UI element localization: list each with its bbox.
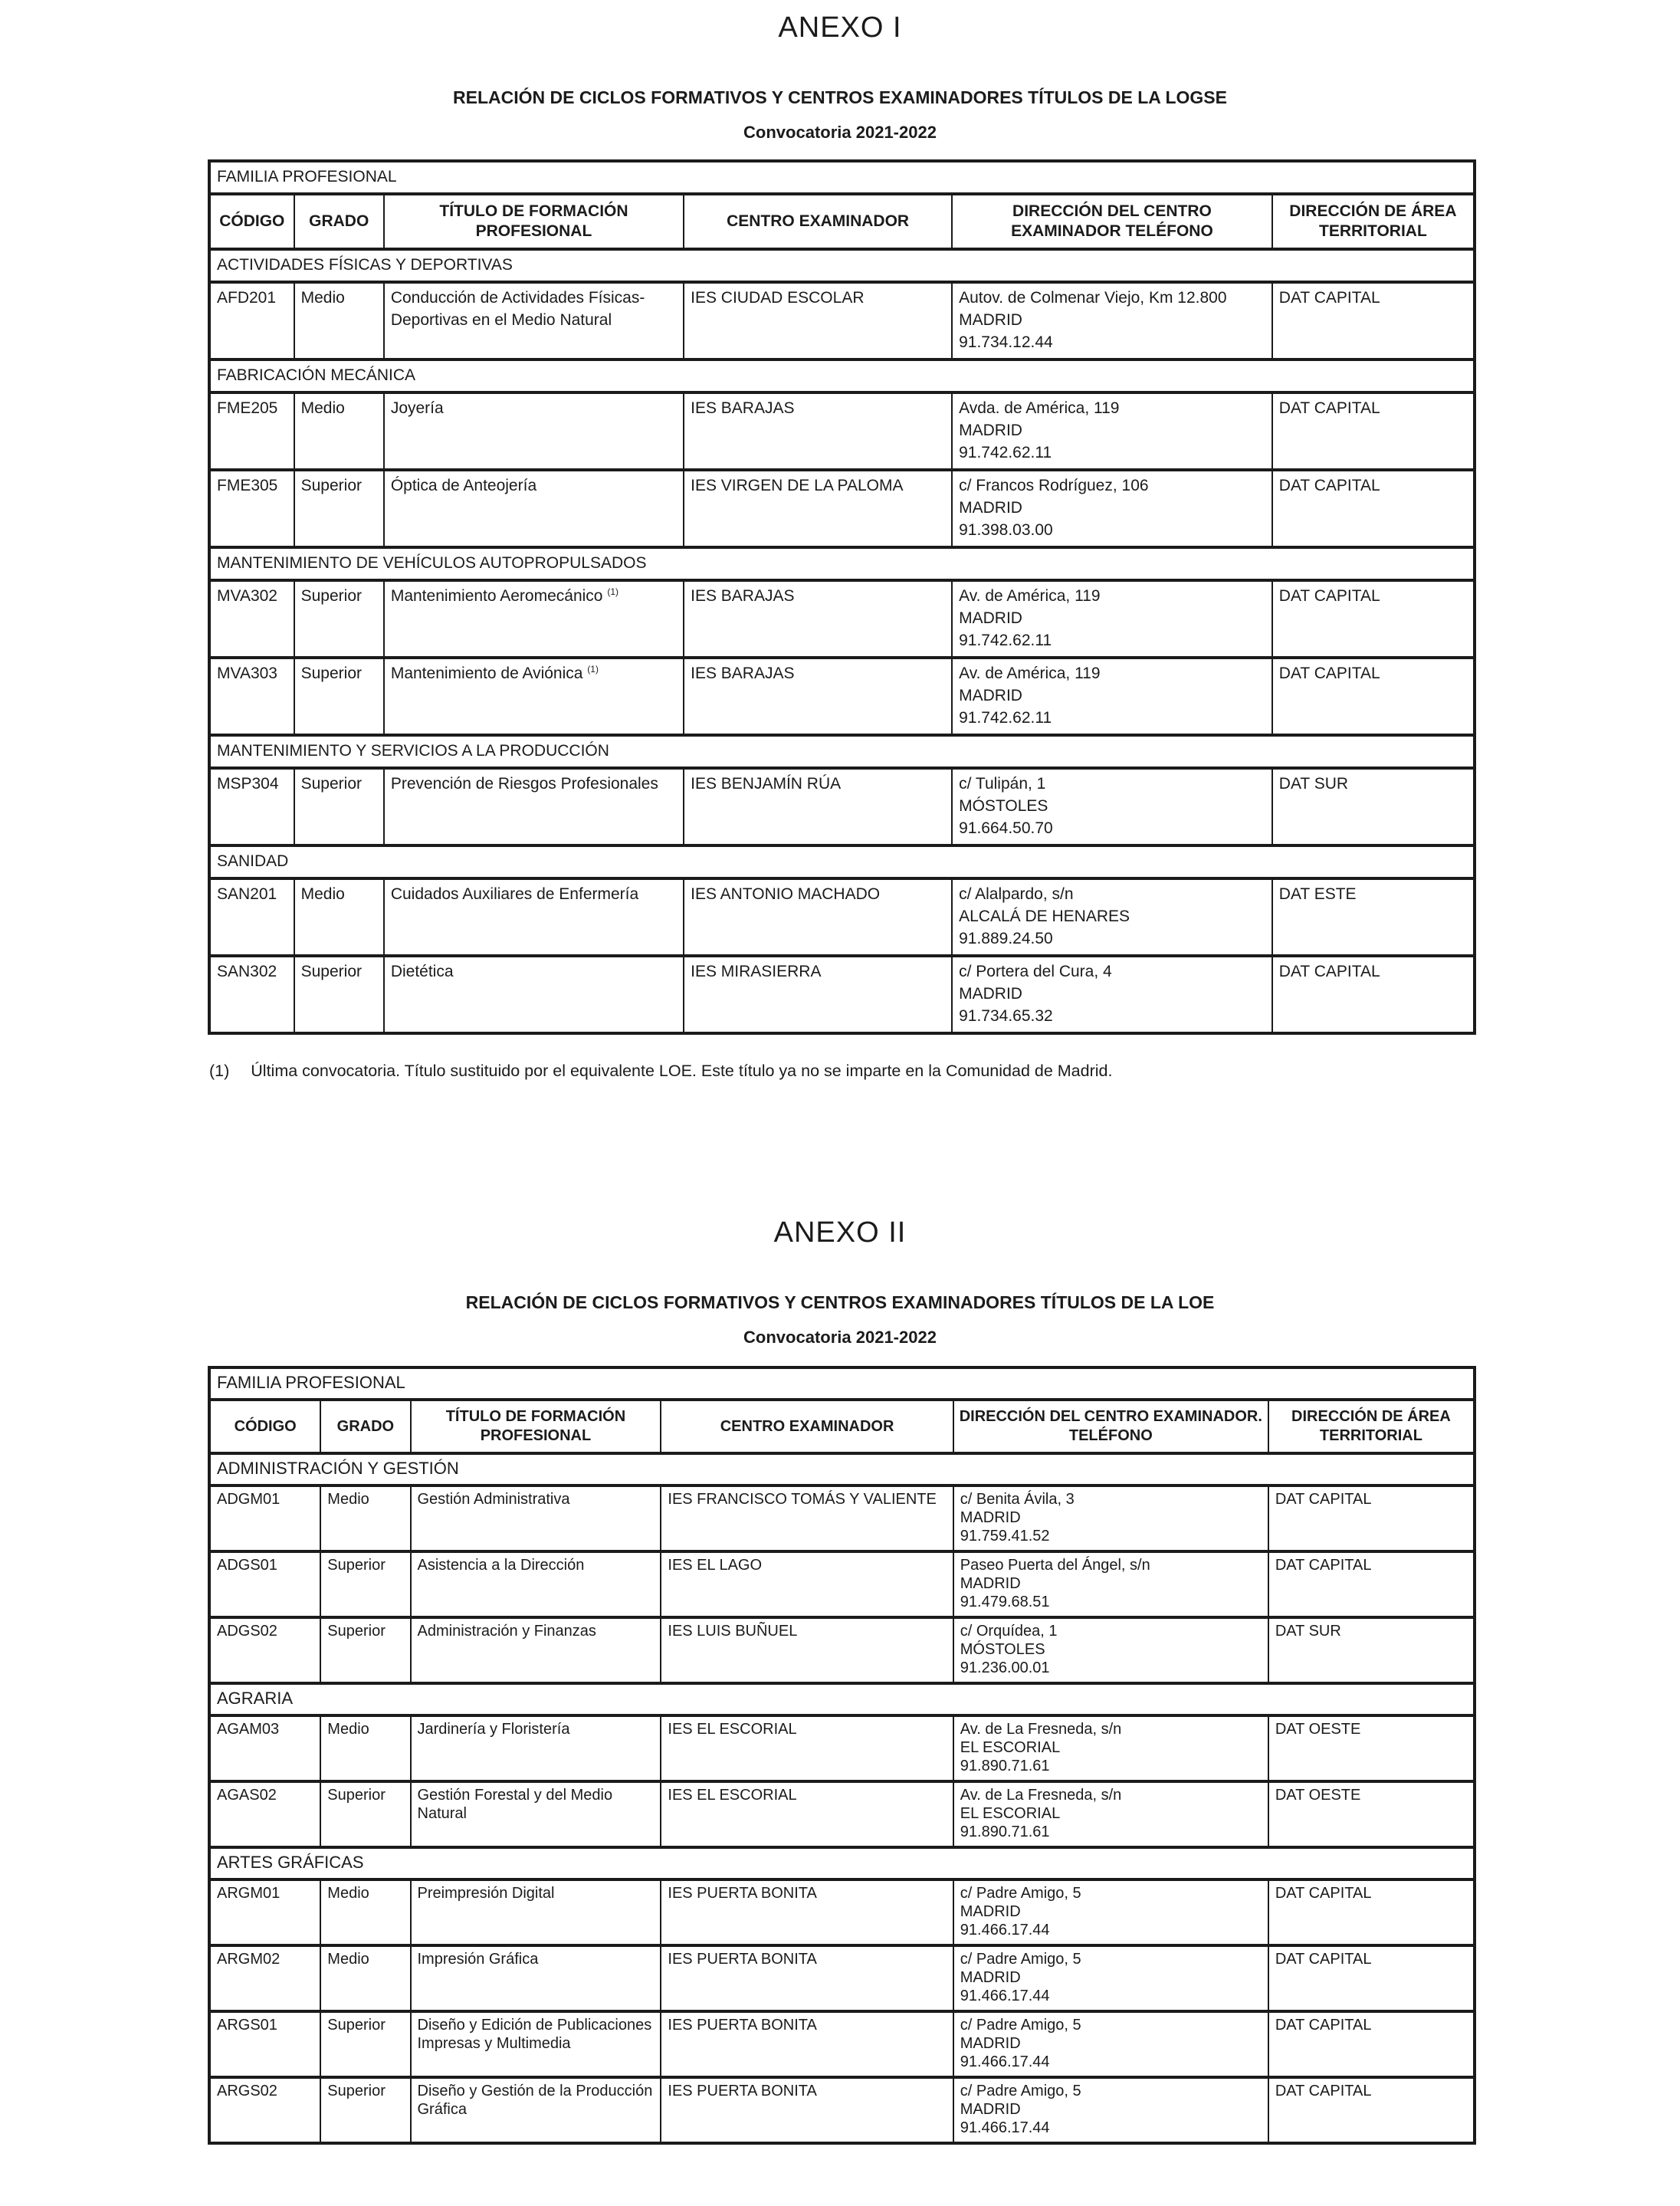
family-section-row (209, 1847, 1475, 1879)
cell-titulo: Diseño y Gestión de la Producción Gráfica (411, 2077, 661, 2143)
family-section-label: AGRARIA (209, 1683, 1475, 1715)
family-section-row (209, 845, 1475, 878)
cell-codigo: AFD201 (209, 282, 294, 359)
cell-area-territorial: DAT SUR (1268, 1617, 1475, 1683)
cell-area-territorial: DAT CAPITAL (1268, 1485, 1475, 1551)
cell-titulo: Óptica de Anteojería (384, 470, 684, 547)
cell-direccion (952, 658, 1272, 735)
cell-titulo: Gestión Forestal y del Medio Natural (411, 1781, 661, 1847)
cell-titulo: Impresión Gráfica (411, 1945, 661, 2011)
cell-codigo: ARGS01 (209, 2011, 320, 2077)
address-line: 91.889.24.50 (959, 930, 1053, 947)
table-row (209, 1715, 1475, 1781)
address-line: MADRID (959, 311, 1022, 329)
table-row (209, 392, 1475, 470)
cell-codigo: ADGS02 (209, 1617, 320, 1683)
cell-codigo: MVA302 (209, 580, 294, 658)
address-line: 91.759.41.52 (960, 1528, 1050, 1545)
anexo-i-convocatoria: Convocatoria 2021-2022 (743, 123, 937, 142)
address-line: MADRID (960, 1903, 1021, 1920)
family-section-label: ACTIVIDADES FÍSICAS Y DEPORTIVAS (209, 249, 1475, 282)
column-header: TÍTULO DE FORMACIÓN PROFESIONAL (384, 194, 684, 249)
anexo-ii-title: ANEXO II (773, 1216, 907, 1249)
cell-codigo: AGAS02 (209, 1781, 320, 1847)
cell-area-territorial: DAT CAPITAL (1272, 658, 1475, 735)
table-row (209, 282, 1475, 359)
address-line: EL ESCORIAL (960, 1805, 1061, 1822)
address-line: c/ Portera del Cura, 4 (959, 963, 1112, 980)
cell-centro-examinador: IES BARAJAS (684, 580, 952, 658)
cell-codigo: AGAM03 (209, 1715, 320, 1781)
address-line: MADRID (960, 1575, 1021, 1592)
cell-centro-examinador: IES PUERTA BONITA (661, 2011, 953, 2077)
address-line: MADRID (960, 1509, 1021, 1526)
address-line: 91.742.62.11 (959, 709, 1052, 727)
footnote-text: Última convocatoria. Título sustituido por el equivalente LOE. Este título ya no se imparte en la Comunidad de Madrid. (251, 1062, 1113, 1080)
cell-area-territorial: DAT CAPITAL (1268, 1551, 1475, 1617)
address-line: MÓSTOLES (960, 1641, 1045, 1658)
address-line: 91.890.71.61 (960, 1824, 1050, 1840)
cell-area-territorial: DAT CAPITAL (1268, 2011, 1475, 2077)
cell-direccion (952, 956, 1272, 1033)
cell-area-territorial: DAT CAPITAL (1268, 1879, 1475, 1945)
table-caption: FAMILIA PROFESIONAL (209, 161, 1475, 194)
cell-codigo: SAN302 (209, 956, 294, 1033)
table-row (209, 580, 1475, 658)
address-line: 91.398.03.00 (959, 521, 1053, 539)
address-line: Av. de La Fresneda, s/n (960, 1787, 1122, 1804)
cell-area-territorial: DAT CAPITAL (1272, 956, 1475, 1033)
column-header: CENTRO EXAMINADOR (684, 194, 952, 249)
cell-direccion (953, 1617, 1268, 1683)
address-line: c/ Alalpardo, s/n (959, 885, 1074, 903)
cell-centro-examinador: IES ANTONIO MACHADO (684, 878, 952, 956)
cell-area-territorial: DAT CAPITAL (1268, 2077, 1475, 2143)
address-line: MADRID (960, 2035, 1021, 2052)
cell-codigo: ADGM01 (209, 1485, 320, 1551)
cell-titulo: Gestión Administrativa (411, 1485, 661, 1551)
family-section-row (209, 1683, 1475, 1715)
table-row (209, 878, 1475, 956)
cell-direccion (952, 768, 1272, 845)
address-line: 91.466.17.44 (960, 2119, 1050, 2136)
address-line: Autov. de Colmenar Viejo, Km 12.800 (959, 289, 1227, 307)
cell-area-territorial: DAT CAPITAL (1272, 580, 1475, 658)
address-line: MÓSTOLES (959, 797, 1048, 815)
column-header: DIRECCIÓN DE ÁREA TERRITORIAL (1268, 1400, 1475, 1453)
cell-grado: Medio (294, 878, 384, 956)
cell-direccion (953, 1945, 1268, 2011)
cell-centro-examinador: IES EL LAGO (661, 1551, 953, 1617)
column-header: DIRECCIÓN DE ÁREA TERRITORIAL (1272, 194, 1475, 249)
table-row (209, 1781, 1475, 1847)
family-section-row (209, 249, 1475, 282)
cell-titulo: Conducción de Actividades Físicas-Deportivas en el Medio Natural (384, 282, 684, 359)
table-row (209, 1617, 1475, 1683)
anexo-ii-subtitle: RELACIÓN DE CICLOS FORMATIVOS Y CENTROS EXAMINADORES TÍTULOS DE LA LOE (465, 1292, 1215, 1312)
anexo-i-subtitle: RELACIÓN DE CICLOS FORMATIVOS Y CENTROS EXAMINADORES TÍTULOS DE LA LOGSE (453, 87, 1227, 107)
cell-grado: Superior (294, 658, 384, 735)
cell-grado: Superior (294, 956, 384, 1033)
cell-grado: Medio (294, 282, 384, 359)
table-row (209, 1485, 1475, 1551)
cell-codigo: FME305 (209, 470, 294, 547)
cell-centro-examinador: IES PUERTA BONITA (661, 1879, 953, 1945)
cell-codigo: MVA303 (209, 658, 294, 735)
cell-direccion (953, 1781, 1268, 1847)
anexo-i-section (0, 11, 1680, 1081)
cell-grado: Superior (294, 470, 384, 547)
cell-codigo: ADGS01 (209, 1551, 320, 1617)
cell-titulo: Asistencia a la Dirección (411, 1551, 661, 1617)
cell-direccion (953, 1715, 1268, 1781)
address-line: MADRID (960, 2101, 1021, 2118)
cell-centro-examinador: IES PUERTA BONITA (661, 1945, 953, 2011)
cell-codigo: MSP304 (209, 768, 294, 845)
cell-centro-examinador: IES MIRASIERRA (684, 956, 952, 1033)
cell-titulo: Preimpresión Digital (411, 1879, 661, 1945)
cell-area-territorial: DAT CAPITAL (1268, 1945, 1475, 2011)
address-line: 91.742.62.11 (959, 632, 1052, 649)
table-row (209, 658, 1475, 735)
cell-area-territorial: DAT CAPITAL (1272, 282, 1475, 359)
document-page (0, 11, 1680, 2145)
address-line: MADRID (959, 609, 1022, 627)
cell-area-territorial: DAT OESTE (1268, 1715, 1475, 1781)
table-caption-row (209, 1367, 1475, 1400)
cell-codigo: SAN201 (209, 878, 294, 956)
table-row (209, 1945, 1475, 2011)
table-row (209, 470, 1475, 547)
cell-centro-examinador: IES PUERTA BONITA (661, 2077, 953, 2143)
cell-grado: Medio (320, 1485, 410, 1551)
cell-titulo: Diseño y Edición de Publicaciones Impresas y Multimedia (411, 2011, 661, 2077)
family-section-row (209, 735, 1475, 768)
column-header: CÓDIGO (209, 1400, 320, 1453)
table-caption: FAMILIA PROFESIONAL (209, 1367, 1475, 1400)
cell-centro-examinador: IES EL ESCORIAL (661, 1715, 953, 1781)
address-line: MADRID (959, 687, 1022, 704)
address-line: MADRID (959, 985, 1022, 1003)
address-line: c/ Padre Amigo, 5 (960, 1951, 1081, 1968)
cell-direccion (952, 580, 1272, 658)
address-line: c/ Francos Rodríguez, 106 (959, 477, 1149, 494)
cell-direccion (952, 392, 1272, 470)
cell-titulo: Cuidados Auxiliares de Enfermería (384, 878, 684, 956)
family-section-row (209, 547, 1475, 580)
family-section-label: ADMINISTRACIÓN Y GESTIÓN (209, 1453, 1475, 1485)
address-line: 91.466.17.44 (960, 2053, 1050, 2070)
cell-direccion (953, 2077, 1268, 2143)
cell-grado: Medio (320, 1945, 410, 2011)
cell-area-territorial: DAT ESTE (1272, 878, 1475, 956)
table-row (209, 1551, 1475, 1617)
address-line: 91.466.17.44 (960, 1988, 1050, 2004)
cell-direccion (953, 1485, 1268, 1551)
cell-titulo: Jardinería y Floristería (411, 1715, 661, 1781)
family-section-label: ARTES GRÁFICAS (209, 1847, 1475, 1879)
cell-direccion (953, 1551, 1268, 1617)
cell-centro-examinador: IES BENJAMÍN RÚA (684, 768, 952, 845)
address-line: 91.664.50.70 (959, 819, 1053, 837)
cell-grado: Superior (320, 1781, 410, 1847)
address-line: Avda. de América, 119 (959, 399, 1120, 417)
cell-titulo: Joyería (384, 392, 684, 470)
cell-grado: Medio (320, 1879, 410, 1945)
anexo-i-table (208, 159, 1476, 1035)
footnote-marker: (1) (209, 1062, 230, 1080)
cell-grado: Superior (294, 580, 384, 658)
family-section-row (209, 359, 1475, 392)
column-header: DIRECCIÓN DEL CENTRO EXAMINADOR. TELÉFONO (953, 1400, 1268, 1453)
address-line: MADRID (959, 499, 1022, 517)
address-line: c/ Benita Ávila, 3 (960, 1491, 1075, 1508)
address-line: Av. de América, 119 (959, 587, 1101, 605)
address-line: 91.236.00.01 (960, 1659, 1050, 1676)
cell-titulo: Dietética (384, 956, 684, 1033)
cell-centro-examinador: IES CIUDAD ESCOLAR (684, 282, 952, 359)
cell-direccion (953, 2011, 1268, 2077)
address-line: MADRID (959, 422, 1022, 439)
address-line: c/ Tulipán, 1 (959, 775, 1046, 793)
cell-area-territorial: DAT OESTE (1268, 1781, 1475, 1847)
address-line: 91.742.62.11 (959, 444, 1052, 461)
address-line: MADRID (960, 1969, 1021, 1986)
address-line: Av. de La Fresneda, s/n (960, 1721, 1122, 1738)
cell-direccion (953, 1879, 1268, 1945)
cell-area-territorial: DAT CAPITAL (1272, 470, 1475, 547)
cell-titulo: Mantenimiento Aeromecánico $^{(1)}$ (384, 580, 684, 658)
address-line: Av. de América, 119 (959, 665, 1101, 682)
cell-titulo: Mantenimiento de Aviónica $^{(1)}$ (384, 658, 684, 735)
footnote-ref: (1) (587, 664, 599, 675)
table-row (209, 768, 1475, 845)
address-line: 91.890.71.61 (960, 1758, 1050, 1774)
cell-codigo: ARGM02 (209, 1945, 320, 2011)
family-section-label: MANTENIMIENTO DE VEHÍCULOS AUTOPROPULSADOS (209, 547, 1475, 580)
family-section-row (209, 1453, 1475, 1485)
cell-centro-examinador: IES EL ESCORIAL (661, 1781, 953, 1847)
address-line: c/ Orquídea, 1 (960, 1623, 1058, 1640)
anexo-i-title: ANEXO I (778, 11, 902, 44)
column-header: DIRECCIÓN DEL CENTRO EXAMINADOR TELÉFONO (952, 194, 1272, 249)
table-row (209, 2011, 1475, 2077)
address-line: Paseo Puerta del Ángel, s/n (960, 1557, 1150, 1574)
cell-grado: Superior (320, 2077, 410, 2143)
anexo-ii-convocatoria: Convocatoria 2021-2022 (743, 1328, 937, 1347)
cell-centro-examinador: IES VIRGEN DE LA PALOMA (684, 470, 952, 547)
family-section-label: FABRICACIÓN MECÁNICA (209, 359, 1475, 392)
address-line: 91.479.68.51 (960, 1594, 1050, 1610)
cell-grado: Superior (320, 2011, 410, 2077)
cell-centro-examinador: IES LUIS BUÑUEL (661, 1617, 953, 1683)
address-line: ALCALÁ DE HENARES (959, 908, 1130, 925)
column-header: GRADO (320, 1400, 410, 1453)
anexo-ii-section (0, 1216, 1680, 2145)
cell-grado: Superior (320, 1551, 410, 1617)
cell-area-territorial: DAT CAPITAL (1272, 392, 1475, 470)
footnote-ref: (1) (607, 586, 619, 597)
cell-grado: Superior (294, 768, 384, 845)
cell-grado: Medio (294, 392, 384, 470)
anexo-i-footnote (209, 1061, 1680, 1081)
address-line: c/ Padre Amigo, 5 (960, 1885, 1081, 1902)
family-section-label: SANIDAD (209, 845, 1475, 878)
cell-direccion (952, 282, 1272, 359)
address-line: 91.734.12.44 (959, 333, 1053, 351)
address-line: EL ESCORIAL (960, 1739, 1061, 1756)
column-header: CÓDIGO (209, 194, 294, 249)
address-line: 91.734.65.32 (959, 1007, 1053, 1025)
cell-titulo: Administración y Finanzas (411, 1617, 661, 1683)
cell-codigo: ARGS02 (209, 2077, 320, 2143)
table-caption-row (209, 161, 1475, 194)
cell-codigo: ARGM01 (209, 1879, 320, 1945)
anexo-ii-table (208, 1366, 1476, 2145)
column-header-row (209, 194, 1475, 249)
cell-area-territorial: DAT SUR (1272, 768, 1475, 845)
cell-codigo: FME205 (209, 392, 294, 470)
column-header-row (209, 1400, 1475, 1453)
table-row (209, 1879, 1475, 1945)
table-row (209, 956, 1475, 1033)
address-line: c/ Padre Amigo, 5 (960, 2083, 1081, 2099)
family-section-label: MANTENIMIENTO Y SERVICIOS A LA PRODUCCIÓN (209, 735, 1475, 768)
address-line: 91.466.17.44 (960, 1922, 1050, 1938)
address-line: c/ Padre Amigo, 5 (960, 2017, 1081, 2034)
cell-grado: Superior (320, 1617, 410, 1683)
cell-centro-examinador: IES BARAJAS (684, 392, 952, 470)
table-row (209, 2077, 1475, 2143)
cell-centro-examinador: IES FRANCISCO TOMÁS Y VALIENTE (661, 1485, 953, 1551)
cell-direccion (952, 878, 1272, 956)
cell-titulo: Prevención de Riesgos Profesionales (384, 768, 684, 845)
column-header: TÍTULO DE FORMACIÓN PROFESIONAL (411, 1400, 661, 1453)
cell-centro-examinador: IES BARAJAS (684, 658, 952, 735)
column-header: GRADO (294, 194, 384, 249)
column-header: CENTRO EXAMINADOR (661, 1400, 953, 1453)
cell-direccion (952, 470, 1272, 547)
cell-grado: Medio (320, 1715, 410, 1781)
